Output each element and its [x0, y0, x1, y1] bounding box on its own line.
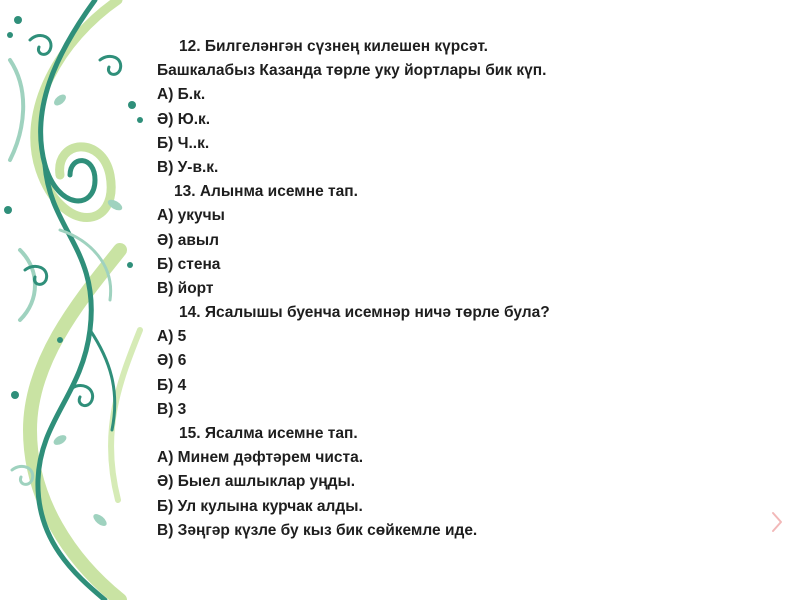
slide-text-body: [157, 35, 777, 543]
next-arrow-icon[interactable]: [770, 510, 784, 534]
floral-swirl-ornament-icon: [0, 0, 160, 600]
question-12-sentence: Башкалабыз Казанда төрле уку йортлары бик күп.: [157, 62, 547, 80]
question-13-option-a: А) укучы: [157, 207, 225, 225]
question-12-option-v: В) У-в.к.: [157, 158, 219, 176]
question-13-title: 13. Алынма исемне тап.: [174, 183, 358, 201]
question-15-option-ae: Ә) Быел ашлыклар уңды.: [157, 473, 356, 491]
question-14-option-v: В) 3: [157, 400, 187, 418]
question-12-option-ae: Ә) Ю.к.: [157, 110, 211, 128]
question-13-option-ae: Ә) авыл: [157, 231, 219, 249]
question-13-option-b: Б) стена: [157, 255, 221, 273]
question-12-option-b: Б) Ч..к.: [157, 134, 210, 152]
question-14-option-ae: Ә) 6: [157, 352, 187, 370]
question-12-title: 12. Билгеләнгән сүзнең килешен күрсәт.: [179, 38, 488, 55]
question-15-title: 15. Ясалма исемне тап.: [179, 425, 358, 442]
question-15-option-v: В) Зәңгәр күзле бу кыз бик сөйкемле иде.: [157, 521, 478, 539]
question-14-option-a: А) 5: [157, 328, 187, 346]
question-15-option-a: А) Минем дәфтәрем чиста.: [157, 449, 364, 467]
question-15-option-b: Б) Ул кулына курчак алды.: [157, 497, 363, 515]
question-14-title: 14. Ясалышы буенча исемнәр ничә төрле була?: [179, 304, 550, 322]
question-12-option-a: А) Б.к.: [157, 86, 206, 104]
question-14-option-b: Б) 4: [157, 376, 187, 394]
question-13-option-v: В) йорт: [157, 279, 214, 297]
